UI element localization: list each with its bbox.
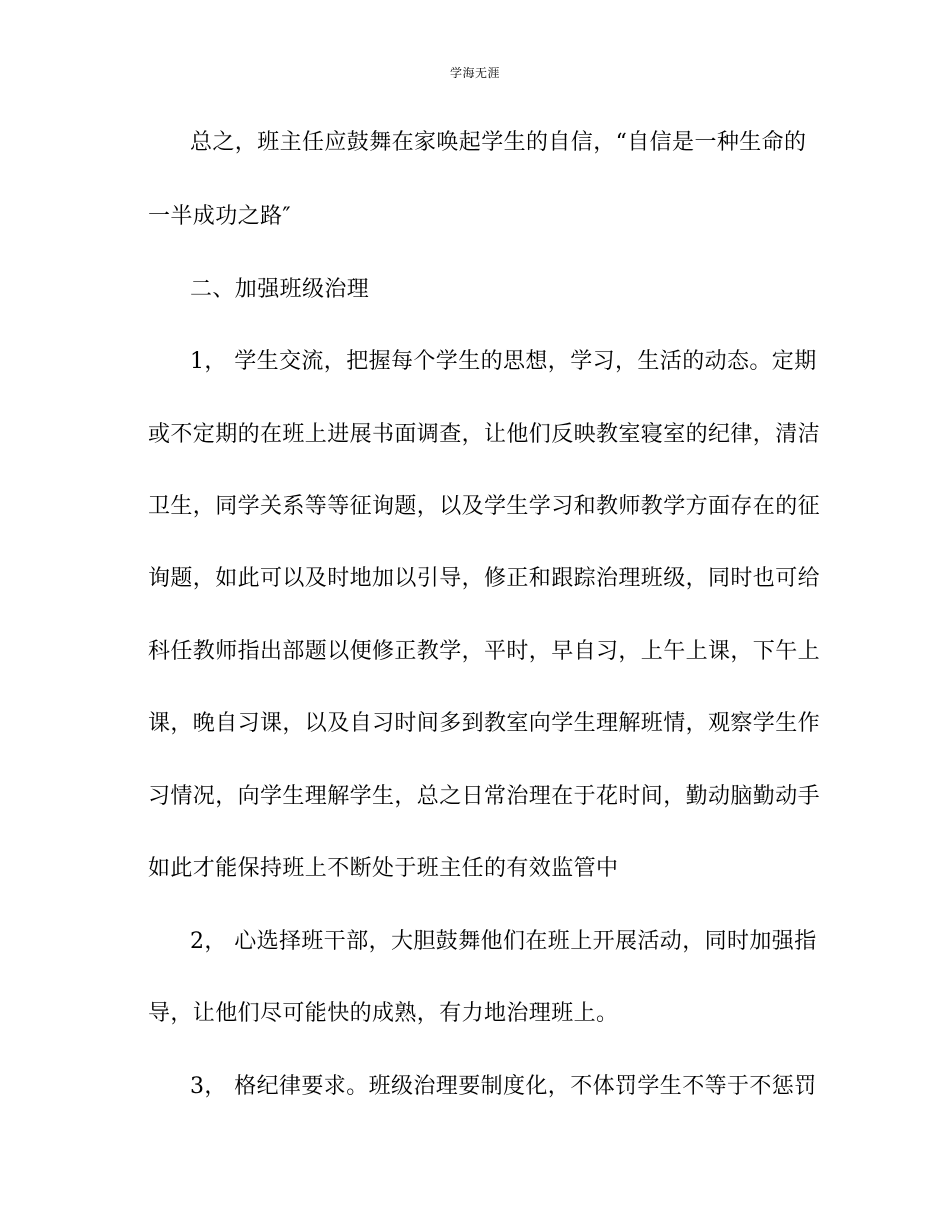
page-header: 学海无涯 (449, 66, 500, 80)
paragraph-line: 询题，如此可以及时地加以引导，修正和跟踪治理班级，同时也可给 (148, 566, 821, 591)
paragraph-line: 3， 格纪律要求。班级治理要制度化，不体罚学生不等于不惩罚 (190, 1074, 817, 1099)
paragraph-line: 习情况，向学生理解学生，总之日常治理在于花时间，勤动脑勤动手 (148, 784, 821, 809)
paragraph-line: 课，晚自习课，以及自习时间多到教室向学生理解班情，观察学生作 (148, 711, 821, 736)
paragraph-line: 1， 学生交流，把握每个学生的思想，学习，生活的动态。定期 (190, 349, 817, 374)
paragraph-line: 导，让他们尽可能快的成熟，有力地治理班上。 (148, 1001, 619, 1026)
paragraph-line: 卫生，同学关系等等征询题，以及学生学习和教师教学方面存在的征 (148, 494, 821, 519)
paragraph-line: 2， 心选择班干部，大胆鼓舞他们在班上开展活动，同时加强指 (190, 929, 817, 954)
paragraph-line: 如此才能保持班上不断处于班主任的有效监管中 (148, 856, 619, 881)
paragraph-line: 一半成功之路″ (148, 204, 292, 229)
paragraph-line: 总之，班主任应鼓舞在家唤起学生的自信，“自信是一种生命的 (190, 130, 807, 155)
paragraph-line: 或不定期的在班上进展书面调查，让他们反映教室寝室的纪律，清洁 (148, 422, 821, 447)
section-heading: 二、加强班级治理 (190, 277, 370, 302)
paragraph-line: 科任教师指出部题以便修正教学，平时，早自习，上午上课，下午上 (148, 639, 821, 664)
